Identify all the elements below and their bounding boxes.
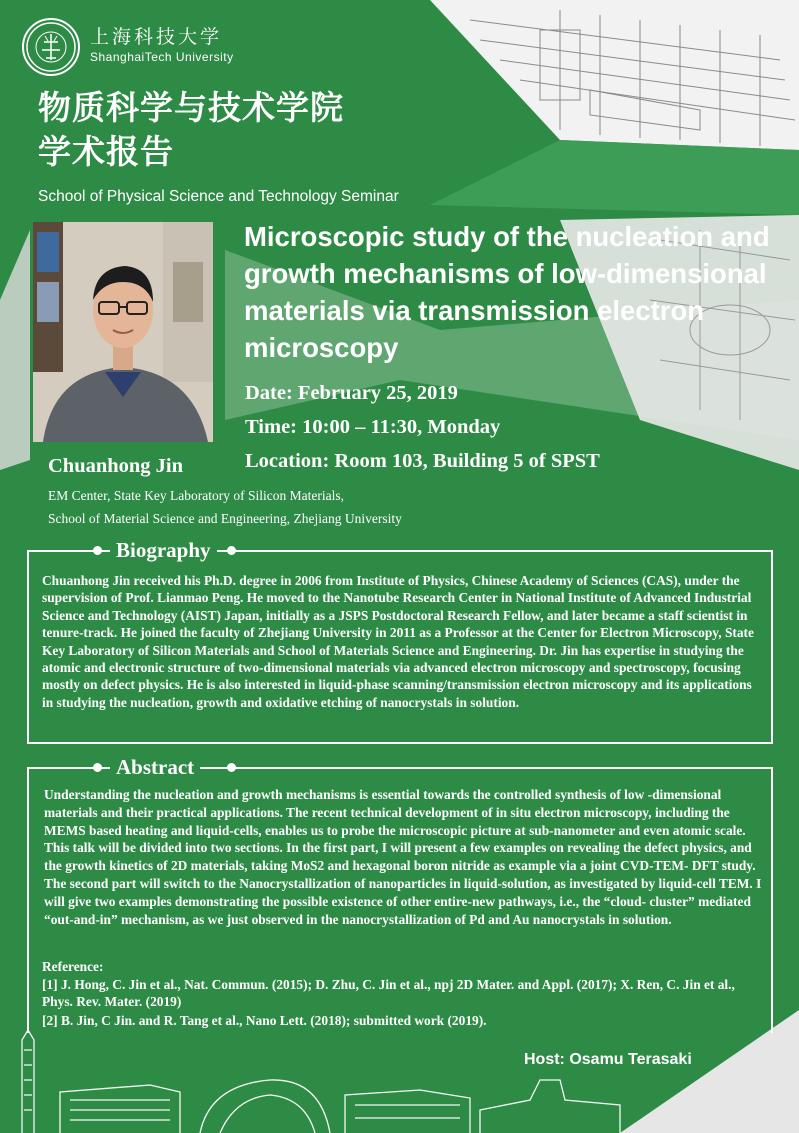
title-cn-line2: 学术报告 [38, 132, 174, 171]
seal-icon [24, 20, 78, 74]
reference-item: [1] J. Hong, C. Jin et al., Nat. Commun. (2015); D. Zhu, C. Jin et al., npj 2D Mater. and Appl. (2017); X. Ren, C. Jin et al., Phys. Rev. Mater. (2019) [42, 977, 735, 1010]
references-heading: Reference: [42, 959, 104, 974]
host-name: Host: Osamu Terasaki [524, 1051, 692, 1068]
talk-date: Date: February 25, 2019 [245, 382, 458, 404]
talk-title: Microscopic study of the nucleation and growth mechanisms of low-dimensional materials via transmission electron microscopy [244, 221, 770, 363]
reference-item: [2] B. Jin, C Jin. and R. Tang et al., Nano Lett. (2018); submitted work (2019). [42, 1013, 487, 1028]
title-cn-line1: 物质科学与技术学院 [38, 88, 344, 127]
speaker-name: Chuanhong Jin [48, 455, 184, 477]
speaker-photo [33, 222, 213, 442]
speaker-affiliation-line2: School of Material Science and Engineering, Zhejiang University [48, 511, 402, 526]
university-logo [22, 18, 80, 76]
page-title [38, 86, 344, 174]
seminar-subtitle: School of Physical Science and Technology Seminar [38, 188, 399, 205]
bullet-dot-icon [227, 546, 236, 555]
university-name-cn: 上海科技大学 [90, 26, 223, 48]
bullet-dot-icon [227, 763, 236, 772]
abstract-text: Understanding the nucleation and growth mechanisms is essential towards the controlled synthesis of low -dimensional materials and their practical applications. The recent technical development of in situ electron microscopy, including the MEMS based heating and liquid-cells, enables us to probe the microscopic picture at sub-nanometer and even atomic scale. This talk will be divided into two sections. In the first part, I will present a few examples on revealing the defect physics, and the growth kinetics of 2D materials, taking MoS2 and hexagonal boron nitride as example via a joint CVD-TEM- DFT study. The second part will switch to the Nanocrystallization of nanoparticles in liquid-solution, as investigated by liquid-cell TEM. I will give two examples demonstrating the possible existence of other entire-new pathways, i.e., the “cloud- cluster” mediated “out-and-in” mechanism, as we just observed in the nanocrystallization of Pd and Au nanocrystals in solution. [44, 787, 762, 927]
abstract-heading: Abstract [110, 755, 200, 780]
talk-location: Location: Room 103, Building 5 of SPST [245, 450, 600, 472]
bullet-dot-icon [93, 546, 102, 555]
biography-heading: Biography [110, 538, 217, 563]
biography-text: Chuanhong Jin received his Ph.D. degree in 2006 from Institute of Physics, Chinese Academy of Sciences (CAS), under the supervision of Prof. Lianmao Peng. He moved to the Nanotube Research Center in National Institute of Advanced Industrial Science and Technology (AIST) Japan, initially as a JSPS Postdoctoral Research Fellow, and later became a staff scientist in tenure-track. He joined the faculty of Zhejiang University in 2011 as a Professor at the Center for Electron Microscopy, State Key Laboratory of Silicon Materials and School of Materials Science and Engineering. Dr. Jin has expertise in studying the atomic and electronic structure of two-dimensional materials via advanced electron microscopy and spectroscopy, focusing mostly on defect physics. He is also interested in liquid-phase scanning/transmission electron microscopy and its applications in studying the nucleation, growth and oxidative etching of nanocrystals in solution. [42, 573, 754, 710]
bullet-dot-icon [93, 763, 102, 772]
talk-time: Time: 10:00 – 11:30, Monday [245, 416, 501, 438]
university-name-en: ShanghaiTech University [90, 50, 234, 64]
speaker-affiliation-line1: EM Center, State Key Laboratory of Silicon Materials, [48, 488, 345, 503]
